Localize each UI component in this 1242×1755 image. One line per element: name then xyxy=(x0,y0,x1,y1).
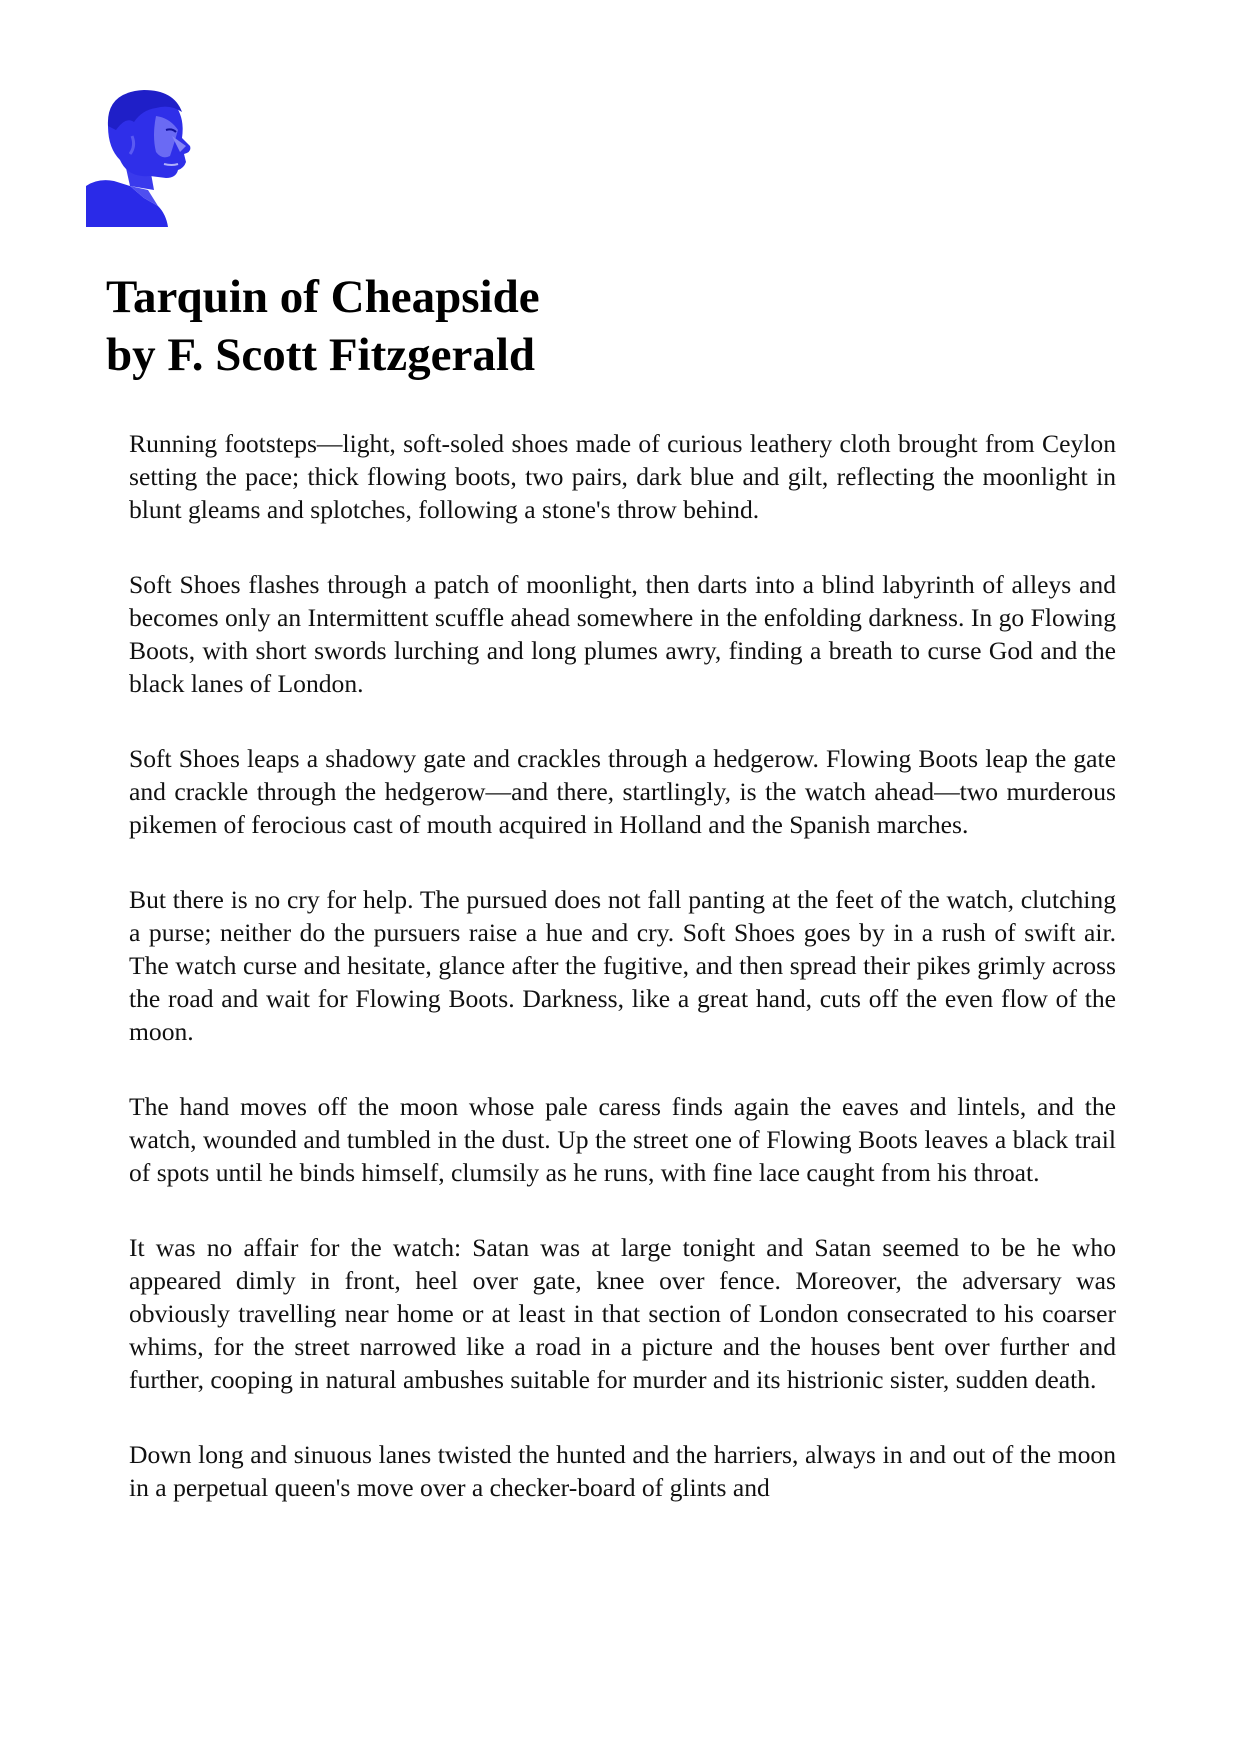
author-portrait-icon xyxy=(86,86,204,227)
paragraph-7: Down long and sinuous lanes twisted the hunted and the harriers, always in and out of the moon in a perpetual queen's move over a checker-board of glints and xyxy=(129,1440,1116,1502)
paragraph-2: Soft Shoes flashes through a patch of moonlight, then darts into a blind labyrinth of alleys and becomes only an Intermittent scuffle ahead somewhere in the enfolding darkness. In go Flowing Boots, with short swords lurching and long plumes awry, finding a breath to curse God and the black lanes of London. xyxy=(129,570,1116,698)
paragraph-1: Running footsteps—light, soft-soled shoes made of curious leathery cloth brought from Ceylon setting the pace; thick flowing boots, two pairs, dark blue and gilt, reflecting the moonlight in blunt gleams and splotches, following a stone's throw behind. xyxy=(129,429,1116,524)
paragraph-6: It was no affair for the watch: Satan was at large tonight and Satan seemed to be he who appeared dimly in front, heel over gate, knee over fence. Moreover, the adversary was obviously travelling near home or at least in that section of London consecrated to his coarser whims, for the street narrowed like a road in a picture and the houses bent over further and further, cooping in natural ambushes suitable for murder and its histrionic sister, sudden death. xyxy=(129,1233,1116,1394)
paragraph-4: But there is no cry for help. The pursued does not fall panting at the feet of the watch, clutching a purse; neither do the pursuers raise a hue and cry. Soft Shoes goes by in a rush of swift air. The watch curse and hesitate, glance after the fugitive, and then spread their pikes grimly across the road and wait for Flowing Boots. Darkness, like a great hand, cuts off the even flow of the moon. xyxy=(129,885,1116,1046)
title-line-story: Tarquin of Cheapside xyxy=(106,271,540,323)
story-body xyxy=(129,427,1116,1546)
paragraph-5: The hand moves off the moon whose pale caress finds again the eaves and lintels, and the watch, wounded and tumbled in the dust. Up the street one of Flowing Boots leaves a black trail of spots until he binds himself, clumsily as he runs, with fine lace caught from his throat. xyxy=(129,1092,1116,1187)
title-line-author: by F. Scott Fitzgerald xyxy=(106,329,536,381)
document-title xyxy=(106,268,1106,384)
author-portrait xyxy=(86,86,204,227)
paragraph-3: Soft Shoes leaps a shadowy gate and crackles through a hedgerow. Flowing Boots leap the gate and crackle through the hedgerow—and there, startlingly, is the watch ahead—two murderous pikemen of ferocious cast of mouth acquired in Holland and the Spanish marches. xyxy=(129,744,1116,839)
